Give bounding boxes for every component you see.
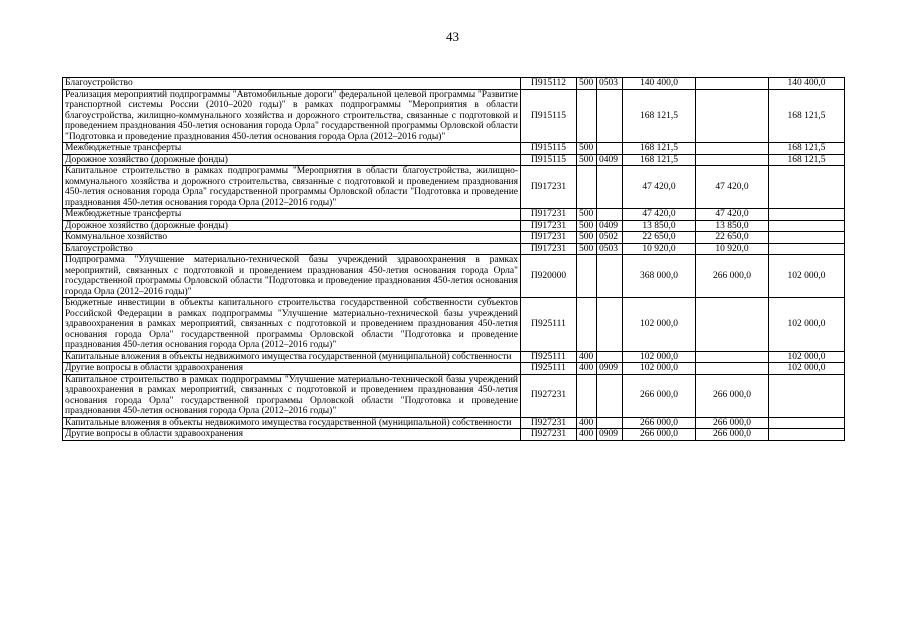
table-row [63,154,845,166]
row-amount-column-1: 266 000,0 [696,255,769,298]
row-expense-type [577,166,597,209]
table-row [63,166,845,209]
row-target-code: П917231 [521,220,577,232]
row-amount-column-1: 22 650,0 [696,232,769,244]
row-amount-column-2: 168 121,5 [769,143,845,155]
row-amount-column-1: 47 420,0 [696,209,769,221]
row-expense-type: 400 [577,363,597,375]
row-amount-column-1: 266 000,0 [696,417,769,429]
row-expense-type [577,255,597,298]
table-row [63,298,845,352]
row-target-code: П915115 [521,89,577,143]
table-row [63,363,845,375]
row-target-code: П917231 [521,243,577,255]
row-amount-column-1: 47 420,0 [696,166,769,209]
row-amount-column-2 [769,232,845,244]
row-amount-column-2 [769,166,845,209]
row-amount-column-1 [696,143,769,155]
row-description: Другие вопросы в области здравоохранения [63,363,521,375]
row-section-code [597,374,623,417]
row-total-amount: 168 121,5 [623,143,696,155]
row-section-code [597,351,623,363]
table-row [63,374,845,417]
row-description: Другие вопросы в области здравоохранения [63,429,521,441]
row-amount-column-2: 168 121,5 [769,154,845,166]
row-description: Капитальное строительство в рамках подпрограммы "Мероприятия в области благоустройства, жилищно-коммунального хозяйства и дорожного строительства, связанные с подготовкой и проведением празднования 450-летия основания города Орла" государственной программы Орловской области "Подготовка и проведение празднования 450-летия основания города Орла (2012–2016 годы)" [63,166,521,209]
row-expense-type: 500 [577,243,597,255]
row-amount-column-1 [696,154,769,166]
row-expense-type: 500 [577,154,597,166]
row-target-code: П920000 [521,255,577,298]
table-row [63,89,845,143]
row-amount-column-2 [769,220,845,232]
row-expense-type: 500 [577,220,597,232]
row-target-code: П927231 [521,429,577,441]
row-section-code: 0909 [597,429,623,441]
row-amount-column-2: 102 000,0 [769,363,845,375]
row-amount-column-2 [769,243,845,255]
budget-table [62,77,845,441]
row-section-code [597,298,623,352]
table-row [63,143,845,155]
row-section-code [597,89,623,143]
row-expense-type: 400 [577,351,597,363]
row-amount-column-1 [696,363,769,375]
row-section-code: 0409 [597,220,623,232]
row-total-amount: 266 000,0 [623,374,696,417]
row-amount-column-2 [769,209,845,221]
row-description: Капитальное строительство в рамках подпрограммы "Улучшение материально-технической базы учреждений здравоохранения в рамках мероприятий, связанных с подготовкой и проведением празднования 450-летия основания города Орла" государственной программы Орловской области "Подготовка и проведение празднования 450-летия основания города Орла (2012–2016 годы)" [63,374,521,417]
table-body [63,78,845,441]
row-total-amount: 266 000,0 [623,417,696,429]
row-amount-column-1: 266 000,0 [696,374,769,417]
row-amount-column-1: 10 920,0 [696,243,769,255]
page-number: 43 [446,29,459,44]
table-row [63,243,845,255]
row-section-code: 0503 [597,78,623,90]
row-target-code: П917231 [521,166,577,209]
row-amount-column-1 [696,78,769,90]
table-row [63,351,845,363]
row-section-code [597,143,623,155]
table-row [63,255,845,298]
row-total-amount: 102 000,0 [623,351,696,363]
row-target-code: П927231 [521,417,577,429]
row-amount-column-2: 102 000,0 [769,255,845,298]
row-description: Дорожное хозяйство (дорожные фонды) [63,220,521,232]
row-description: Бюджетные инвестиции в объекты капитального строительства государственной собственности субъектов Российской Федерации в рамках подпрограммы "Улучшение материально-технической базы учреждений здравоохранения в рамках мероприятий, связанных с подготовкой и проведением празднования 450-летия основания города Орла" государственной программы Орловской области "Подготовка и проведение празднования 450-летия основания города Орла (2012–2016 годы)" [63,298,521,352]
row-total-amount: 10 920,0 [623,243,696,255]
row-amount-column-2 [769,429,845,441]
row-section-code [597,255,623,298]
row-amount-column-2: 102 000,0 [769,298,845,352]
row-total-amount: 47 420,0 [623,166,696,209]
row-target-code: П917231 [521,209,577,221]
row-total-amount: 266 000,0 [623,429,696,441]
row-description: Благоустройство [63,78,521,90]
row-section-code [597,166,623,209]
row-amount-column-2: 102 000,0 [769,351,845,363]
row-description: Капитальные вложения в объекты недвижимого имущества государственной (муниципальной) собственности [63,417,521,429]
row-total-amount: 13 850,0 [623,220,696,232]
table-row [63,417,845,429]
row-description: Межбюджетные трансферты [63,143,521,155]
row-section-code: 0503 [597,243,623,255]
row-total-amount: 368 000,0 [623,255,696,298]
table-row [63,78,845,90]
row-description: Подпрограмма "Улучшение материально-технической базы учреждений здравоохранения в рамках мероприятий, связанных с подготовкой и проведением празднования 450-летия основания города Орла" государственной программы Орловской области "Подготовка и проведение празднования 450-летия основания города Орла (2012–2016 годы)" [63,255,521,298]
row-amount-column-2: 140 400,0 [769,78,845,90]
row-total-amount: 22 650,0 [623,232,696,244]
row-expense-type [577,374,597,417]
row-description: Капитальные вложения в объекты недвижимого имущества государственной (муниципальной) собственности [63,351,521,363]
row-amount-column-1: 266 000,0 [696,429,769,441]
row-target-code: П927231 [521,374,577,417]
row-amount-column-2: 168 121,5 [769,89,845,143]
row-expense-type: 500 [577,232,597,244]
row-expense-type: 500 [577,143,597,155]
row-description: Благоустройство [63,243,521,255]
row-description: Дорожное хозяйство (дорожные фонды) [63,154,521,166]
row-amount-column-1: 13 850,0 [696,220,769,232]
table-row [63,232,845,244]
table-row [63,429,845,441]
row-target-code: П915112 [521,78,577,90]
row-target-code: П925111 [521,363,577,375]
row-description: Коммунальное хозяйство [63,232,521,244]
row-expense-type: 400 [577,417,597,429]
row-target-code: П915115 [521,154,577,166]
row-target-code: П925111 [521,298,577,352]
row-section-code: 0409 [597,154,623,166]
row-amount-column-1 [696,89,769,143]
row-section-code: 0502 [597,232,623,244]
row-target-code: П917231 [521,232,577,244]
row-amount-column-1 [696,351,769,363]
row-section-code: 0909 [597,363,623,375]
row-total-amount: 140 400,0 [623,78,696,90]
row-description: Межбюджетные трансферты [63,209,521,221]
row-total-amount: 47 420,0 [623,209,696,221]
table-row [63,220,845,232]
row-expense-type [577,89,597,143]
row-description: Реализация мероприятий подпрограммы "Автомобильные дороги" федеральной целевой программы "Развитие транспортной системы России (2010–2020 годы)" в рамках подпрограммы "Мероприятия в области благоустройства, жилищно-коммунального хозяйства и дорожного строительства, связанные с подготовкой и проведением празднования 450-летия основания города Орла" государственной программы Орловской области "Подготовка и проведение празднования 450-летия основания города Орла (2012–2016 годы)" [63,89,521,143]
row-total-amount: 168 121,5 [623,89,696,143]
row-expense-type [577,298,597,352]
row-total-amount: 102 000,0 [623,363,696,375]
row-expense-type: 500 [577,78,597,90]
row-amount-column-2 [769,417,845,429]
table-row [63,209,845,221]
row-section-code [597,209,623,221]
row-expense-type: 500 [577,209,597,221]
row-target-code: П925111 [521,351,577,363]
row-total-amount: 102 000,0 [623,298,696,352]
row-amount-column-1 [696,298,769,352]
row-amount-column-2 [769,374,845,417]
row-target-code: П915115 [521,143,577,155]
row-total-amount: 168 121,5 [623,154,696,166]
row-expense-type: 400 [577,429,597,441]
row-section-code [597,417,623,429]
